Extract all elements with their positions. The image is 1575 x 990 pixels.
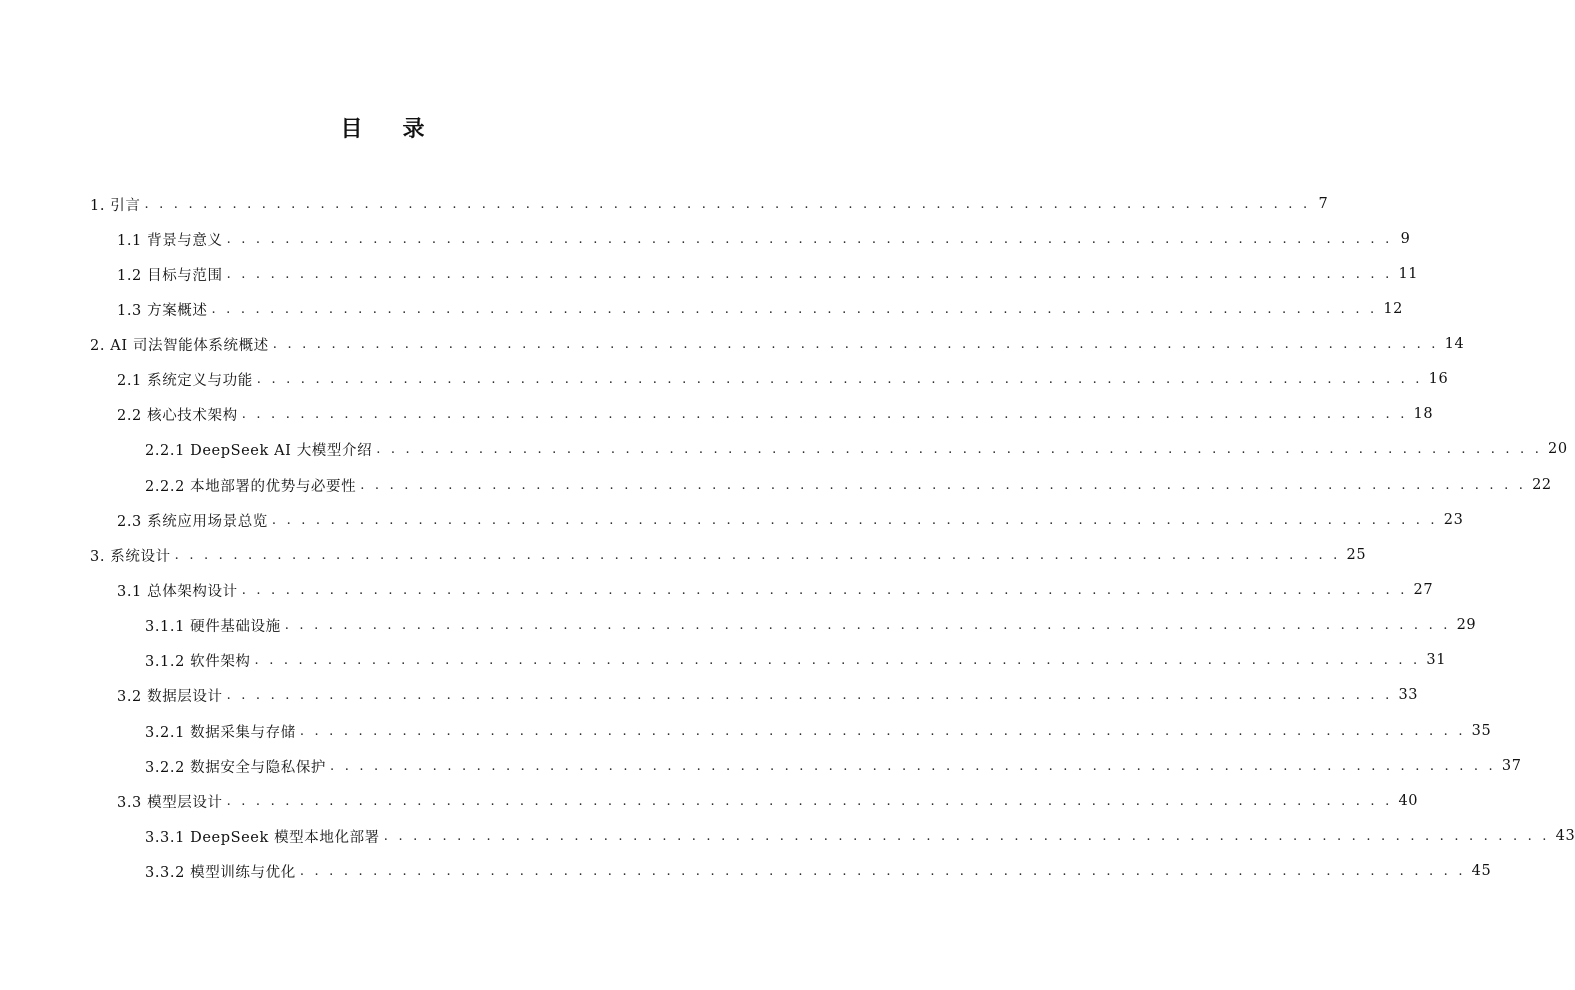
toc-entry[interactable] bbox=[145, 715, 1492, 747]
toc-entry-title: 本地部署的优势与必要性 bbox=[190, 478, 357, 495]
toc-entry-label bbox=[117, 264, 223, 285]
toc-entry-number: 2.2.1 bbox=[145, 442, 185, 459]
toc-dot-leader: . . . . . . . . . . . . . . . . . . . . . . . . . . . . . . . . . . . . . . . . . . . . . . . . . . . . . . . . . . . . . . . . . . . . . . . . . . . . . . . . bbox=[254, 652, 1421, 668]
toc-entry[interactable] bbox=[117, 398, 1434, 430]
toc-entry-label bbox=[117, 685, 223, 706]
toc-entry-title: 系统定义与功能 bbox=[147, 372, 253, 389]
toc-dot-leader: . . . . . . . . . . . . . . . . . . . . . . . . . . . . . . . . . . . . . . . . . . . . . . . . . . . . . . . . . . . . . . . . . . . . . . . . . . . . . . . . bbox=[299, 723, 1466, 739]
toc-entry-page-number: 35 bbox=[1471, 723, 1492, 739]
toc-entry-number: 1.3 bbox=[117, 302, 142, 319]
toc-entry[interactable] bbox=[90, 328, 1465, 360]
toc-entry-title: 系统设计 bbox=[110, 548, 171, 565]
toc-entry[interactable] bbox=[145, 644, 1447, 676]
toc-dot-leader: . . . . . . . . . . . . . . . . . . . . . . . . . . . . . . . . . . . . . . . . . . . . . . . . . . . . . . . . . . . . . . . . . . . . . . . . . . . . . . . . bbox=[299, 863, 1466, 879]
toc-entry-page-number: 16 bbox=[1428, 371, 1449, 387]
toc-entry-label bbox=[117, 404, 238, 425]
toc-entry-number: 3.3 bbox=[117, 794, 142, 811]
toc-entry-number: 3.2 bbox=[117, 688, 142, 705]
toc-entry-page-number: 25 bbox=[1346, 547, 1367, 563]
toc-entry-title: 方案概述 bbox=[147, 302, 208, 319]
toc-entry-page-number: 11 bbox=[1398, 266, 1419, 282]
toc-entry-number: 2.2 bbox=[117, 407, 142, 424]
toc-entry[interactable] bbox=[117, 223, 1411, 255]
toc-entry-page-number: 9 bbox=[1400, 231, 1411, 247]
toc-entry-number: 2. bbox=[90, 337, 106, 354]
toc-dot-leader: . . . . . . . . . . . . . . . . . . . . . . . . . . . . . . . . . . . . . . . . . . . . . . . . . . . . . . . . . . . . . . . . . . . . . . . . . . . . . . . . bbox=[383, 828, 1550, 844]
toc-entry-title: 数据层设计 bbox=[147, 688, 223, 705]
toc-dot-leader: . . . . . . . . . . . . . . . . . . . . . . . . . . . . . . . . . . . . . . . . . . . . . . . . . . . . . . . . . . . . . . . . . . . . . . . . . . . . . . . . bbox=[226, 687, 1393, 703]
toc-entry-page-number: 20 bbox=[1548, 441, 1568, 457]
toc-entry[interactable] bbox=[145, 609, 1477, 641]
toc-entry-label bbox=[90, 545, 171, 566]
toc-dot-leader: . . . . . . . . . . . . . . . . . . . . . . . . . . . . . . . . . . . . . . . . . . . . . . . . . . . . . . . . . . . . . . . . . . . . . . . . . . . . . . . . bbox=[241, 406, 1408, 422]
toc-dot-leader: . . . . . . . . . . . . . . . . . . . . . . . . . . . . . . . . . . . . . . . . . . . . . . . . . . . . . . . . . . . . . . . . . . . . . . . . . . . . . . . . bbox=[174, 547, 1341, 563]
toc-entry[interactable] bbox=[90, 188, 1329, 220]
toc-entry-number: 3.1.1 bbox=[145, 618, 185, 635]
toc-entry-title: DeepSeek AI 大模型介绍 bbox=[190, 442, 373, 459]
toc-dot-leader: . . . . . . . . . . . . . . . . . . . . . . . . . . . . . . . . . . . . . . . . . . . . . . . . . . . . . . . . . . . . . . . . . . . . . . . . . . . . . . . . bbox=[272, 336, 1439, 352]
toc-dot-leader: . . . . . . . . . . . . . . . . . . . . . . . . . . . . . . . . . . . . . . . . . . . . . . . . . . . . . . . . . . . . . . . . . . . . . . . . . . . . . . . . bbox=[226, 793, 1393, 809]
toc-dot-leader: . . . . . . . . . . . . . . . . . . . . . . . . . . . . . . . . . . . . . . . . . . . . . . . . . . . . . . . . . . . . . . . . . . . . . . . . . . . . . . . . bbox=[330, 758, 1496, 774]
toc-entry-number: 3.1 bbox=[117, 583, 142, 600]
toc-entry-title: 系统应用场景总览 bbox=[147, 513, 268, 530]
toc-entry-number: 3.1.2 bbox=[145, 653, 185, 670]
toc-dot-leader: . . . . . . . . . . . . . . . . . . . . . . . . . . . . . . . . . . . . . . . . . . . . . . . . . . . . . . . . . . . . . . . . . . . . . . . . . . . . . . . . bbox=[271, 512, 1438, 528]
toc-entry-number: 1. bbox=[90, 197, 106, 214]
toc-entry-label bbox=[145, 439, 372, 460]
toc-entry[interactable] bbox=[117, 785, 1419, 817]
toc-dot-leader: . . . . . . . . . . . . . . . . . . . . . . . . . . . . . . . . . . . . . . . . . . . . . . . . . . . . . . . . . . . . . . . . . . . . . . . . . . . . . . . . bbox=[211, 301, 1378, 317]
toc-entry-page-number: 45 bbox=[1471, 863, 1492, 879]
toc-entry-number: 3.2.1 bbox=[145, 724, 185, 741]
toc-entry-title: AI 司法智能体系统概述 bbox=[110, 337, 269, 354]
toc-entry[interactable] bbox=[145, 820, 1575, 852]
toc-dot-leader: . . . . . . . . . . . . . . . . . . . . . . . . . . . . . . . . . . . . . . . . . . . . . . . . . . . . . . . . . . . . . . . . . . . . . . . . . . . . . . . . bbox=[360, 477, 1527, 493]
toc-dot-leader: . . . . . . . . . . . . . . . . . . . . . . . . . . . . . . . . . . . . . . . . . . . . . . . . . . . . . . . . . . . . . . . . . . . . . . . . . . . . . . . . bbox=[376, 441, 1543, 457]
toc-entry-page-number: 22 bbox=[1532, 477, 1552, 493]
toc-entry-title: 目标与范围 bbox=[147, 267, 223, 284]
toc-entry-title: 背景与意义 bbox=[147, 232, 223, 249]
toc-entry-label bbox=[90, 334, 269, 355]
toc-entry[interactable] bbox=[117, 293, 1403, 325]
toc-entry-label bbox=[145, 756, 326, 777]
toc-entry-number: 3.3.2 bbox=[145, 864, 185, 881]
toc-entry[interactable] bbox=[117, 574, 1434, 606]
toc-entry-page-number: 43 bbox=[1555, 828, 1575, 844]
toc-heading bbox=[0, 112, 765, 143]
toc-entry-page-number: 27 bbox=[1413, 582, 1434, 598]
toc-entry-page-number: 40 bbox=[1398, 793, 1419, 809]
toc-entry-title: 模型训练与优化 bbox=[190, 864, 296, 881]
toc-entry[interactable] bbox=[145, 750, 1522, 782]
toc-entry-page-number: 7 bbox=[1318, 196, 1329, 212]
toc-entry-label bbox=[117, 791, 223, 812]
toc-entry[interactable] bbox=[90, 539, 1367, 571]
toc-dot-leader: . . . . . . . . . . . . . . . . . . . . . . . . . . . . . . . . . . . . . . . . . . . . . . . . . . . . . . . . . . . . . . . . . . . . . . . . . . . . . . . . bbox=[226, 266, 1393, 282]
toc-dot-leader: . . . . . . . . . . . . . . . . . . . . . . . . . . . . . . . . . . . . . . . . . . . . . . . . . . . . . . . . . . . . . . . . . . . . . . . . . . . . . . . . bbox=[284, 617, 1451, 633]
toc-entry-page-number: 23 bbox=[1443, 512, 1464, 528]
toc-entry[interactable] bbox=[145, 433, 1568, 465]
toc-entry-number: 3. bbox=[90, 548, 106, 565]
toc-entry[interactable] bbox=[117, 679, 1419, 711]
toc-entry-page-number: 18 bbox=[1413, 406, 1434, 422]
toc-entry-title: 总体架构设计 bbox=[147, 583, 238, 600]
toc-entry-label bbox=[117, 299, 208, 320]
toc-entry-title: 核心技术架构 bbox=[147, 407, 238, 424]
toc-entry[interactable] bbox=[117, 504, 1464, 536]
toc-entry[interactable] bbox=[117, 363, 1449, 395]
toc-entry-page-number: 29 bbox=[1456, 617, 1477, 633]
toc-entry-label bbox=[90, 194, 140, 215]
toc-entry-label bbox=[117, 229, 223, 250]
toc-entry-title: 数据安全与隐私保护 bbox=[190, 759, 327, 776]
toc-entry-page-number: 31 bbox=[1426, 652, 1447, 668]
toc-dot-leader: . . . . . . . . . . . . . . . . . . . . . . . . . . . . . . . . . . . . . . . . . . . . . . . . . . . . . . . . . . . . . . . . . . . . . . . . . . . . . . . . bbox=[256, 371, 1423, 387]
toc-entry-title: 数据采集与存储 bbox=[190, 724, 296, 741]
toc-entry-page-number: 14 bbox=[1444, 336, 1465, 352]
toc-entry-label bbox=[145, 615, 281, 636]
toc-dot-leader: . . . . . . . . . . . . . . . . . . . . . . . . . . . . . . . . . . . . . . . . . . . . . . . . . . . . . . . . . . . . . . . . . . . . . . . . . . . . . . . . bbox=[144, 196, 1311, 212]
toc-entry-title: 模型层设计 bbox=[147, 794, 223, 811]
toc-entry-number: 1.2 bbox=[117, 267, 142, 284]
toc-entry-title: 软件架构 bbox=[190, 653, 251, 670]
toc-entry-number: 3.3.1 bbox=[145, 829, 185, 846]
toc-entry-label bbox=[117, 580, 238, 601]
toc-entry-page-number: 33 bbox=[1398, 687, 1419, 703]
toc-dot-leader: . . . . . . . . . . . . . . . . . . . . . . . . . . . . . . . . . . . . . . . . . . . . . . . . . . . . . . . . . . . . . . . . . . . . . . . . . . . . . . . . bbox=[241, 582, 1408, 598]
toc-entry-label bbox=[145, 861, 296, 882]
toc-entry-title: 引言 bbox=[110, 197, 141, 214]
toc-entry-page-number: 37 bbox=[1501, 758, 1522, 774]
toc-entry-label bbox=[145, 721, 296, 742]
toc-entry[interactable] bbox=[145, 855, 1492, 887]
toc-entry-label bbox=[145, 650, 251, 671]
toc-entry-label bbox=[145, 826, 380, 847]
toc-entry[interactable] bbox=[117, 258, 1419, 290]
toc-entry[interactable] bbox=[145, 469, 1552, 501]
toc-entry-page-number: 12 bbox=[1383, 301, 1403, 317]
toc-entry-number: 2.2.2 bbox=[145, 478, 185, 495]
toc-heading-char-1: 目 bbox=[340, 117, 363, 142]
toc-entry-title: 硬件基础设施 bbox=[190, 618, 281, 635]
toc-entry-number: 1.1 bbox=[117, 232, 142, 249]
toc-entry-title: DeepSeek 模型本地化部署 bbox=[190, 829, 380, 846]
toc-heading-char-2: 录 bbox=[402, 117, 425, 142]
toc-dot-leader: . . . . . . . . . . . . . . . . . . . . . . . . . . . . . . . . . . . . . . . . . . . . . . . . . . . . . . . . . . . . . . . . . . . . . . . . . . . . . . . . bbox=[226, 231, 1393, 247]
toc-entry-number: 2.1 bbox=[117, 372, 142, 389]
toc-entry-label bbox=[145, 475, 356, 496]
toc-entry-number: 3.2.2 bbox=[145, 759, 185, 776]
toc-entry-label bbox=[117, 510, 268, 531]
toc-entry-number: 2.3 bbox=[117, 513, 142, 530]
toc-entry-label bbox=[117, 369, 253, 390]
